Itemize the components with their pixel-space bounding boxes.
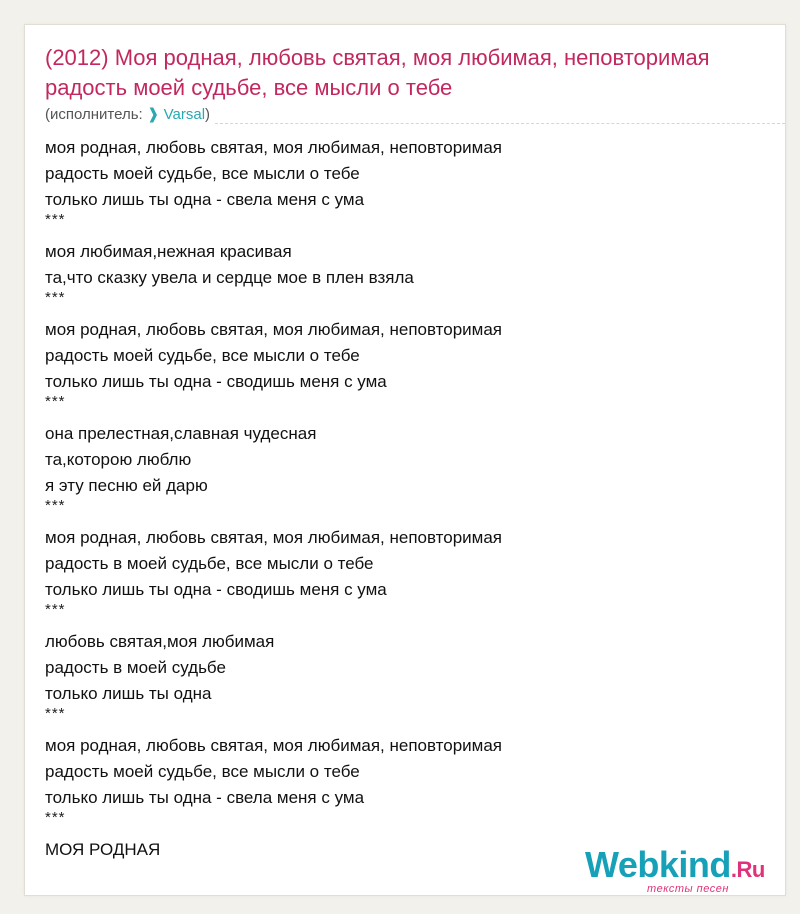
artist-link[interactable]: Varsal — [163, 106, 206, 123]
lyric-line: только лишь ты одна - свела меня с ума — [45, 190, 365, 209]
lyric-line: радость в моей судьбе, все мысли о тебе — [45, 554, 374, 573]
lyrics-body — [45, 135, 765, 863]
lyric-line: та,которою люблю — [45, 450, 192, 469]
verse-separator: *** — [45, 601, 66, 618]
lyric-line: моя родная, любовь святая, моя любимая, неповторимая — [45, 138, 503, 157]
lyric-line: та,что сказку увела и сердце мое в плен взяла — [45, 268, 414, 287]
lyric-line: радость моей судьбе, все мысли о тебе — [45, 164, 360, 183]
lyric-line: только лишь ты одна — [45, 684, 212, 703]
lyric-line: моя родная, любовь святая, моя любимая, неповторимая — [45, 528, 503, 547]
lyrics-card — [24, 24, 786, 896]
lyric-line: моя любимая,нежная красивая — [45, 242, 292, 261]
logo-name: Webkind — [585, 844, 731, 885]
lyric-line: только лишь ты одна - сводишь меня с ума — [45, 372, 387, 391]
artist-close: ) — [205, 106, 211, 123]
verse-separator: *** — [45, 393, 66, 410]
verse-separator: *** — [45, 809, 66, 826]
lyric-line: она прелестная,славная чудесная — [45, 424, 317, 443]
site-logo[interactable] — [585, 844, 775, 895]
divider — [215, 123, 785, 124]
logo-tagline: тексты песен — [647, 883, 729, 895]
lyric-line: радость моей судьбе, все мысли о тебе — [45, 762, 360, 781]
lyric-line: только лишь ты одна - сводишь меня с ума — [45, 580, 387, 599]
verse-separator: *** — [45, 497, 66, 514]
lyric-line: моя родная, любовь святая, моя любимая, неповторимая — [45, 320, 503, 339]
lyric-line: моя родная, любовь святая, моя любимая, неповторимая — [45, 736, 503, 755]
lyric-line: только лишь ты одна - свела меня с ума — [45, 788, 365, 807]
song-title: (2012) Моя родная, любовь святая, моя любимая, неповторимая радость моей судьбе, все мысли о тебе — [45, 45, 710, 100]
verse-separator: *** — [45, 289, 66, 306]
lyric-line: любовь святая,моя любимая — [45, 632, 275, 651]
lyric-line: МОЯ РОДНАЯ — [45, 840, 161, 859]
arrow-right-icon: ❱ — [146, 106, 160, 123]
artist-info — [45, 105, 210, 123]
verse-separator: *** — [45, 211, 66, 228]
lyric-line: я эту песню ей дарю — [45, 476, 208, 495]
lyric-line: радость в моей судьбе — [45, 658, 226, 677]
lyric-line: радость моей судьбе, все мысли о тебе — [45, 346, 360, 365]
verse-separator: *** — [45, 705, 66, 722]
logo-tld: .Ru — [730, 857, 765, 882]
artist-label: (исполнитель: — [45, 106, 143, 123]
